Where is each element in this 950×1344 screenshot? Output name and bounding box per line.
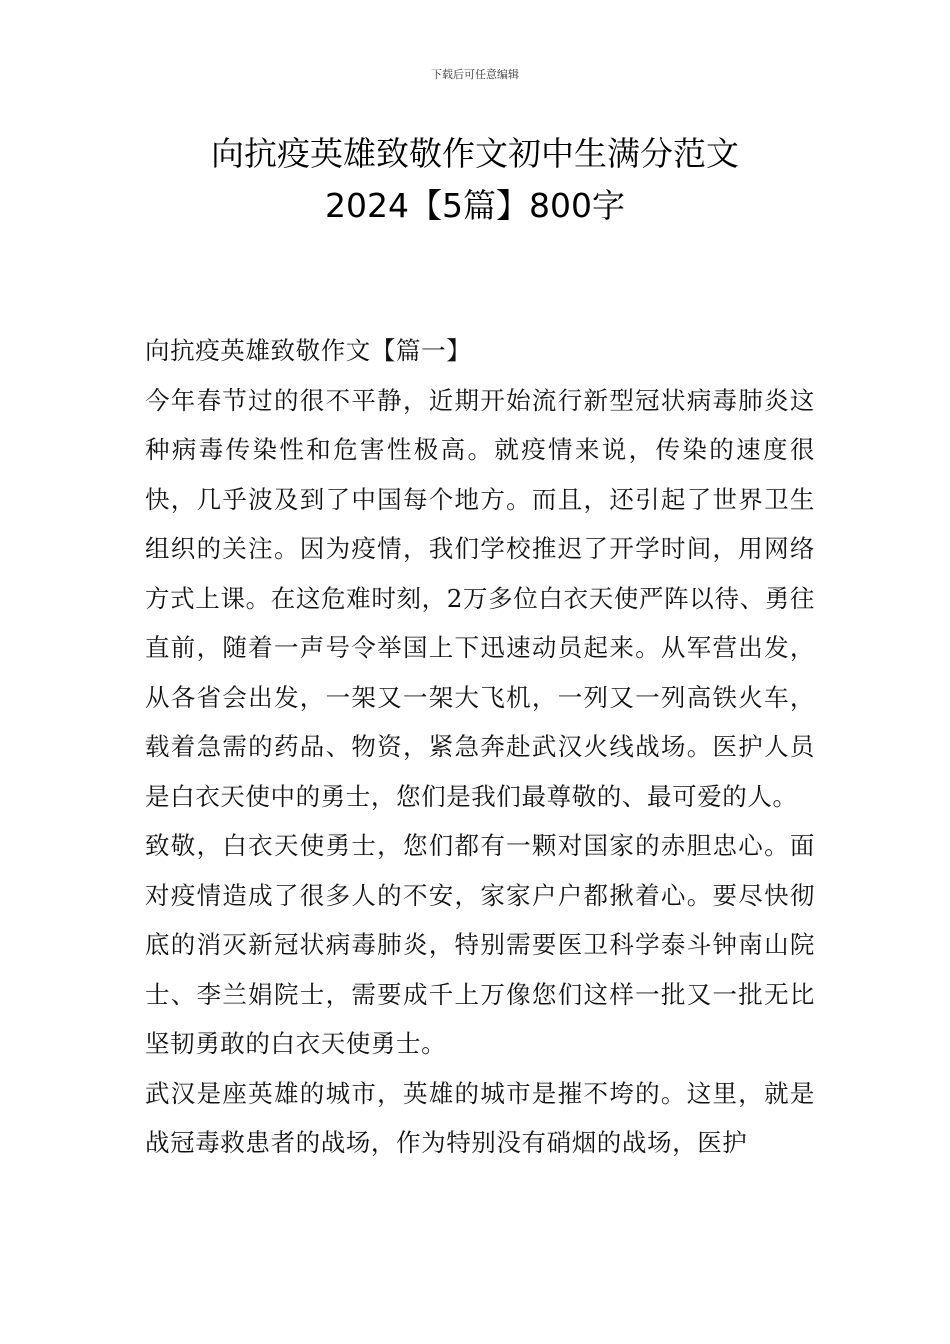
section-heading: 向抗疫英雄致敬作文【篇一】 [145,336,472,365]
paragraph-1: 今年春节过的很不平静，近期开始流行新型冠状病毒肺炎这种病毒传染性和危害性极高。就疫情来说，传染的速度很快，几乎波及到了中国每个地方。而且，还引起了世界卫生组织的关注。因为疫情，我们学校推迟了开学时间，用网络方式上课。在这危难时刻，2万多位白衣天使严阵以待、勇往直前，随着一声号令举国上下迅速动员起来。从军营出发，从各省会出发，一架又一架大飞机，一列又一列高铁火车，载着急需的药品、物资，紧急奔赴武汉火线战场。医护人员是白衣天使中的勇士，您们是我们最尊敬的、最可爱的人。 [145,385,815,811]
document-title [0,128,950,232]
header-note: 下载后可任意编辑 [431,68,519,81]
paragraph-2: 致敬，白衣天使勇士，您们都有一颗对国家的赤胆忠心。面对疫情造成了很多人的不安，家家户户都揪着心。要尽快彻底的消灭新冠状病毒肺炎，特别需要医卫科学泰斗钟南山院士、李兰娟院士，需要成千上万像您们这样一批又一批无比坚韧勇敢的白衣天使勇士。 [145,831,815,1058]
title-line-1: 向抗疫英雄致敬作文初中生满分范文 [211,134,739,173]
title-line-2: 2024【5篇】800字 [325,186,625,225]
body-text [145,326,815,1168]
paragraph-3: 武汉是座英雄的城市，英雄的城市是摧不垮的。这里，就是战冠毒救患者的战场，作为特别没有硝烟的战场，医护 [145,1078,815,1157]
